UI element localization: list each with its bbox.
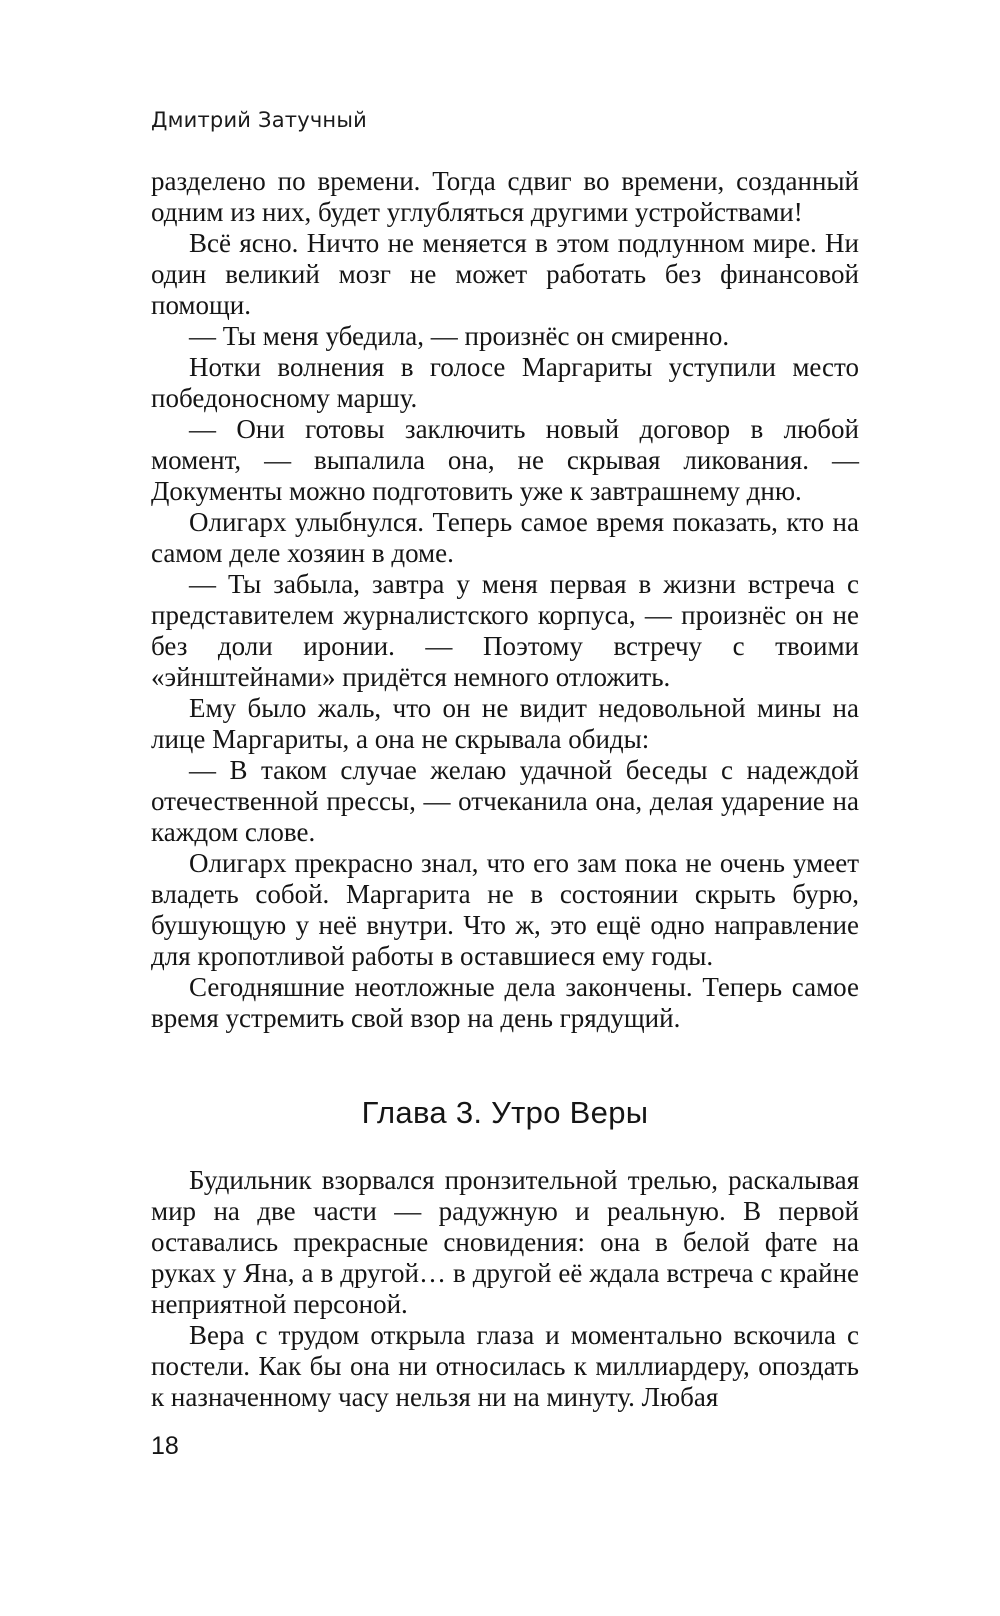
paragraph: Будильник взорвался пронзительной трелью, раскалывая мир на две части — радужную и реальную. В первой оставались прекрасные сновидения: она в белой фате на руках у Яна, а в другой… в другой её ждала встреча с крайне неприятной персоной. bbox=[151, 1165, 859, 1319]
paragraph: Нотки волнения в голосе Маргариты уступили место победоносному маршу. bbox=[151, 352, 859, 413]
paragraph: — Ты забыла, завтра у меня первая в жизни встреча с представителем журналистского корпуса, — произнёс он не без доли иронии. — Поэтому встречу с твоими «эйнштейнами» придётся немного отложить. bbox=[151, 569, 859, 692]
paragraph: Олигарх улыбнулся. Теперь самое время показать, кто на самом деле хозяин в доме. bbox=[151, 507, 859, 568]
paragraph: Вера с трудом открыла глаза и моментально вскочила с постели. Как бы она ни относилась к миллиардеру, опоздать к назначенному часу нельзя ни на минуту. Любая bbox=[151, 1320, 859, 1412]
paragraph: разделено по времени. Тогда сдвиг во времени, созданный одним из них, будет углубляться другими устройствами! bbox=[151, 166, 859, 227]
paragraph: — В таком случае желаю удачной беседы с надеждой отечественной прессы, — отчеканила она, делая ударение на каждом слове. bbox=[151, 755, 859, 847]
paragraph: Олигарх прекрасно знал, что его зам пока не очень умеет владеть собой. Маргарита не в состоянии скрыть бурю, бушующую у неё внутри. Что ж, это ещё одно направление для кропотливой работы в оставшиеся ему годы. bbox=[151, 848, 859, 971]
paragraph: Всё ясно. Ничто не меняется в этом подлунном мире. Ни один великий мозг не может работать без финансовой помощи. bbox=[151, 228, 859, 320]
running-head-author: Дмитрий Затучный bbox=[151, 108, 367, 132]
chapter-title: Глава 3. Утро Веры bbox=[361, 1095, 649, 1130]
paragraph: Сегодняшние неотложные дела закончены. Теперь самое время устремить свой взор на день грядущий. bbox=[151, 972, 859, 1033]
paragraph: Ему было жаль, что он не видит недовольной мины на лице Маргариты, а она не скрывала обиды: bbox=[151, 693, 859, 754]
paragraph: — Ты меня убедила, — произнёс он смиренно. bbox=[189, 321, 730, 351]
body-text-section-1 bbox=[151, 166, 859, 1034]
page-number: 18 bbox=[151, 1432, 179, 1460]
paragraph: — Они готовы заключить новый договор в любой момент, — выпалила она, не скрывая ликования. — Документы можно подготовить уже к завтрашнему дню. bbox=[151, 414, 859, 506]
body-text-section-2 bbox=[151, 1165, 859, 1413]
